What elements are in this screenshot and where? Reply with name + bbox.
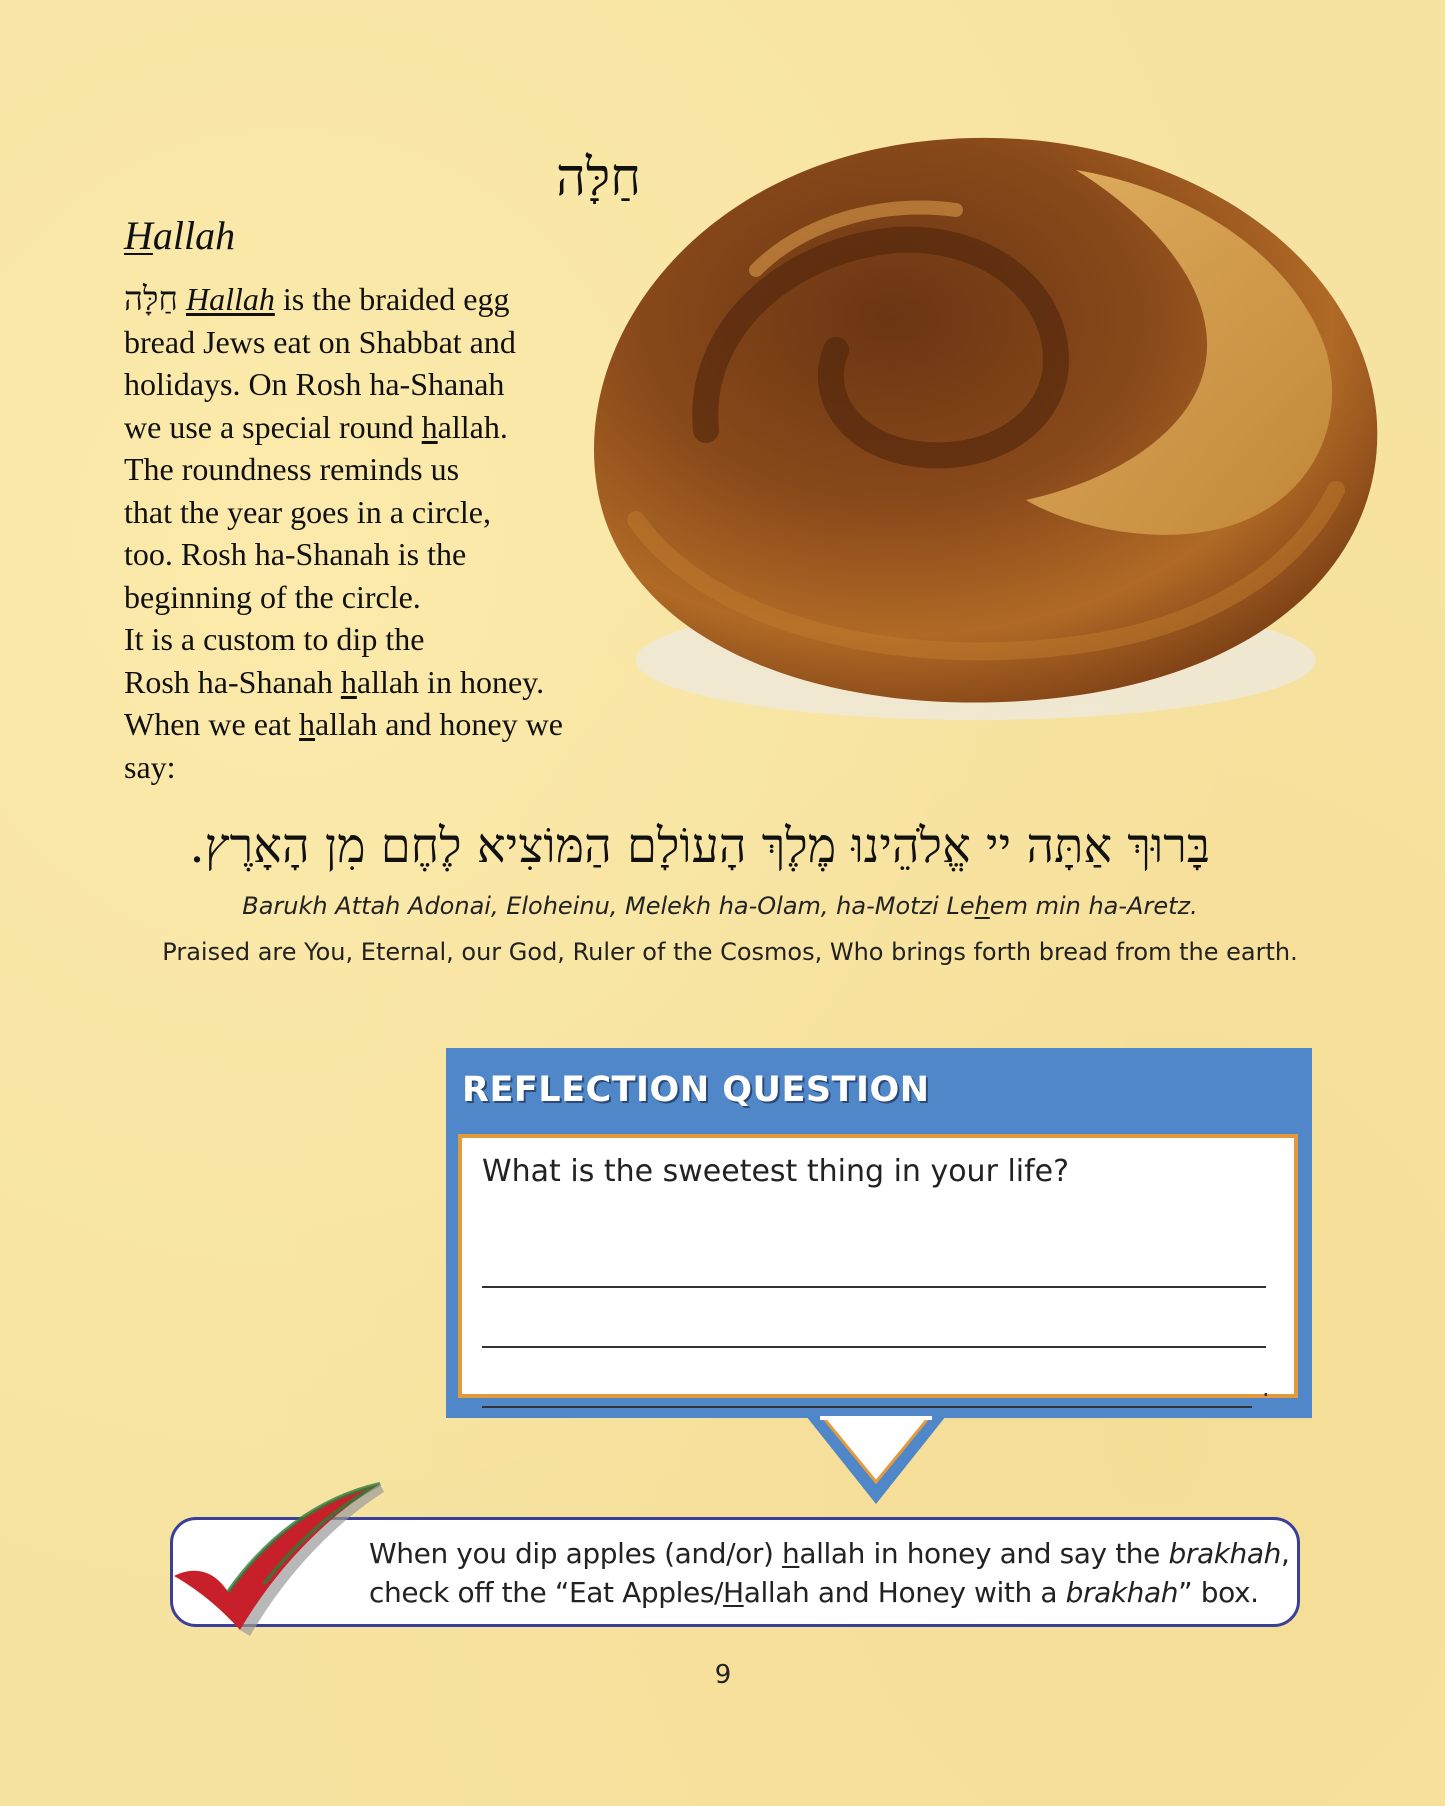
heading-first-letter: H xyxy=(124,213,153,258)
blessing-translation: Praised are You, Eternal, our God, Ruler of the Cosmos, Who brings forth bread from the earth. xyxy=(162,938,1298,966)
speech-pointer xyxy=(806,1416,946,1506)
section-heading xyxy=(124,212,235,259)
checkoff-line-1-end: , xyxy=(1280,1537,1290,1570)
hebrew-title: חַלָּה xyxy=(556,148,642,208)
para-line-4-h: h xyxy=(421,408,438,445)
para-line-10-pre: Rosh ha-Shanah xyxy=(124,663,341,700)
checkoff-line-2 xyxy=(369,1573,1289,1612)
hallah-paragraph xyxy=(124,278,624,788)
checkoff-line-1-brakhah: brakhah xyxy=(1168,1537,1281,1570)
blessing-transliteration xyxy=(120,892,1320,920)
answer-line-3[interactable] xyxy=(482,1406,1252,1408)
para-line-1-rest: is the braided egg xyxy=(274,281,510,317)
para-line-10-post: allah in honey. xyxy=(356,663,545,700)
translit-h: h xyxy=(974,892,990,920)
para-line-1 xyxy=(124,278,624,321)
checkoff-line-2-h: H xyxy=(723,1576,744,1609)
checkoff-text xyxy=(369,1534,1289,1612)
checkoff-line-2-brakhah: brakhah xyxy=(1065,1576,1179,1609)
page-number: 9 xyxy=(714,1660,732,1690)
reflection-question: What is the sweetest thing in your life? xyxy=(482,1154,1070,1189)
answer-line-2[interactable] xyxy=(482,1346,1266,1348)
para-line-2: bread Jews eat on Shabbat and xyxy=(124,323,516,360)
reflection-box xyxy=(446,1048,1312,1418)
checkoff-line-2-mid: allah and Honey with a xyxy=(743,1576,1066,1609)
checkmark-icon xyxy=(168,1480,388,1640)
para-line-6: that the year goes in a circle, xyxy=(124,493,491,530)
para-hallah-italic: Hallah xyxy=(185,281,275,317)
checkoff-line-2-pre: check off the “Eat Apples/ xyxy=(369,1576,724,1609)
para-line-10 xyxy=(124,661,624,704)
para-line-5: The roundness reminds us xyxy=(124,451,460,487)
para-line-12: say: xyxy=(124,748,176,785)
para-line-8: beginning of the circle. xyxy=(124,578,421,615)
round-hallah-image xyxy=(556,100,1386,760)
para-line-11-post: allah and honey we xyxy=(315,706,563,742)
reflection-answer-area[interactable] xyxy=(458,1134,1298,1402)
para-line-10-h: h xyxy=(340,663,357,700)
para-line-11-h: h xyxy=(299,706,316,742)
para-hebrew-word: חַלָּה xyxy=(124,279,178,318)
answer-line-1[interactable] xyxy=(482,1286,1266,1288)
checkoff-line-1 xyxy=(369,1534,1289,1573)
reflection-title: REFLECTION QUESTION xyxy=(462,1070,930,1110)
para-line-11-pre: When we eat xyxy=(124,706,300,742)
para-line-3: holidays. On Rosh ha-Shanah xyxy=(124,366,505,402)
para-line-9: It is a custom to dip the xyxy=(124,621,425,657)
checkoff-line-1-pre: When you dip apples (and/or) xyxy=(369,1537,782,1570)
blessing-hebrew: בָּרוּךְ אַתָּה יי אֱלֹהֵינוּ מֶלֶךְ הָעוֹלָם הַמּוֹצִיא לֶחֶם מִן הָאָרֶץ. xyxy=(189,818,1210,874)
para-line-11 xyxy=(124,703,624,746)
checkoff-line-1-mid: allah in honey and say the xyxy=(799,1537,1169,1570)
checkoff-line-2-end: ” box. xyxy=(1178,1576,1259,1609)
para-line-4 xyxy=(124,406,624,449)
translit-pre: Barukh Attah Adonai, Eloheinu, Melekh ha-Olam, ha-Motzi Le xyxy=(242,892,975,920)
checkoff-line-1-h: h xyxy=(781,1537,800,1570)
answer-end-mark: . xyxy=(1262,1374,1270,1402)
para-line-4-pre: we use a special round xyxy=(124,408,422,445)
para-line-4-post: allah. xyxy=(437,408,508,445)
heading-rest: allah xyxy=(152,213,236,258)
translit-post: em min ha-Aretz. xyxy=(989,892,1198,920)
para-line-7: too. Rosh ha-Shanah is the xyxy=(124,536,467,572)
